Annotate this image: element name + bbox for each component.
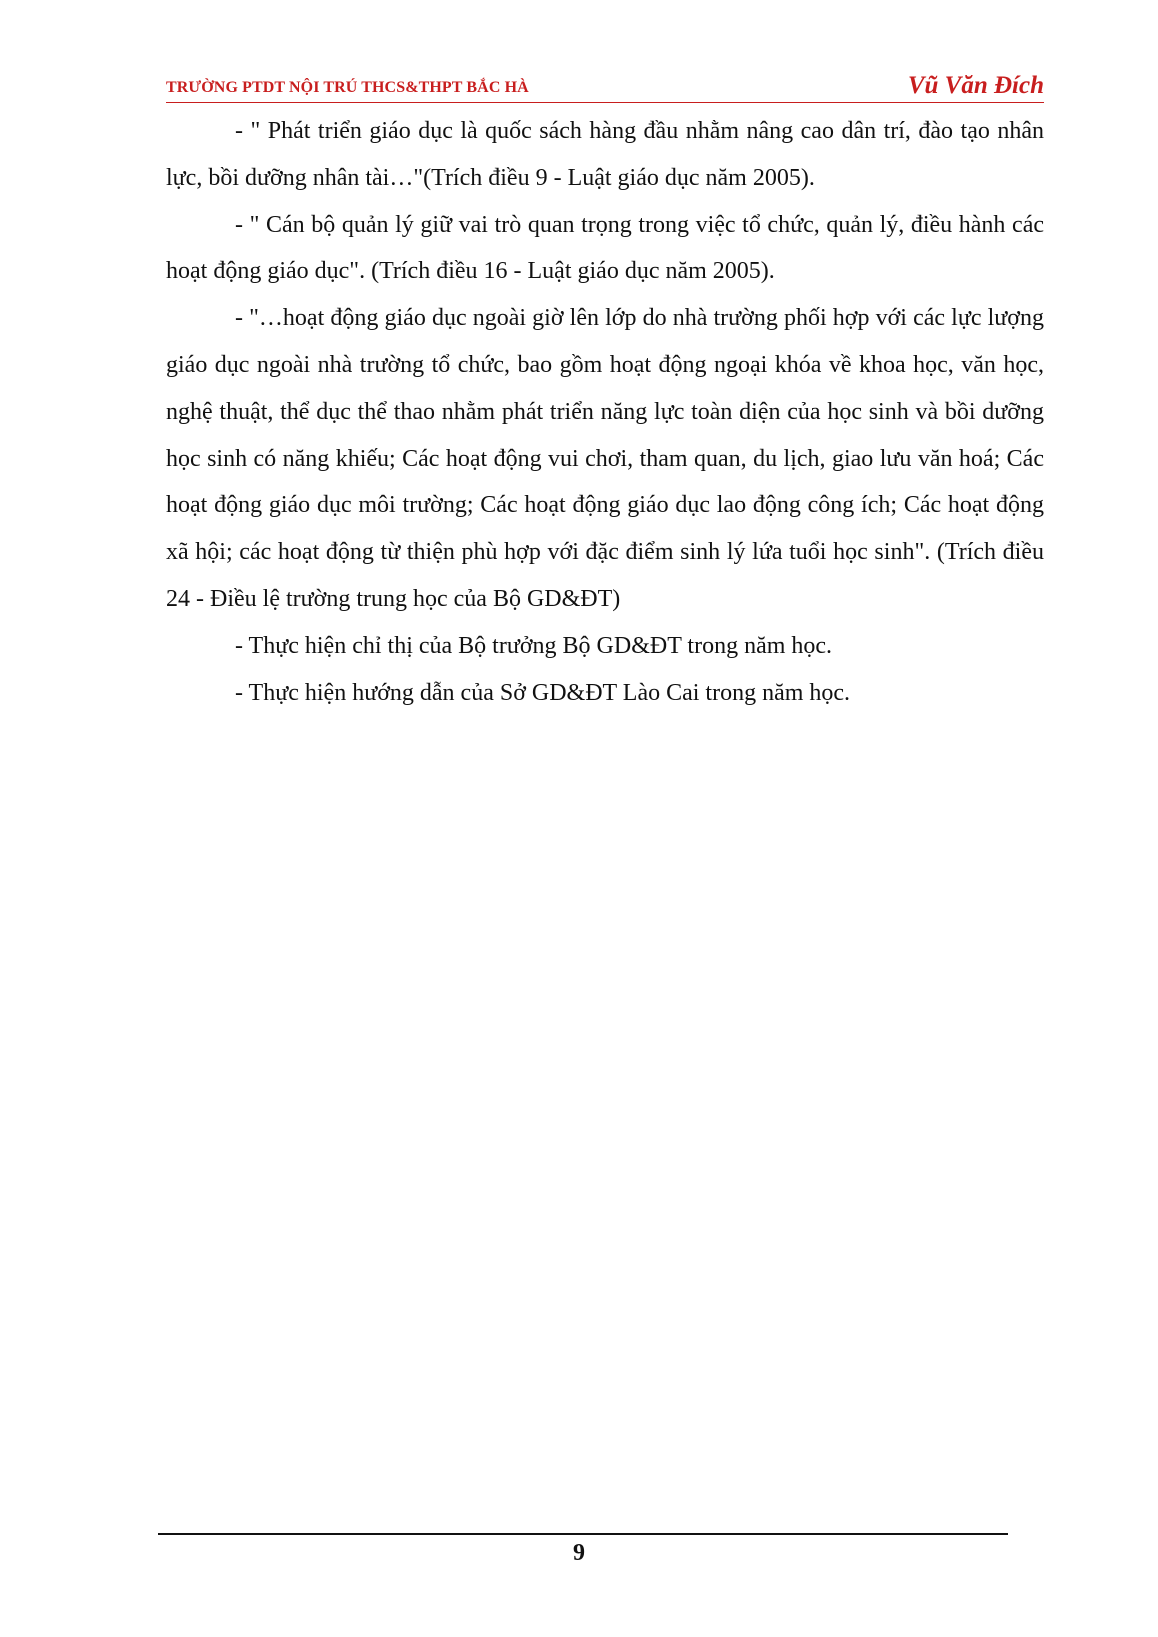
- paragraph-ministry-directive: - Thực hiện chỉ thị của Bộ trưởng Bộ GD&ĐT trong năm học.: [235, 632, 833, 659]
- school-name: TRƯỜNG PTDT NỘI TRÚ THCS&THPT BẮC HÀ: [166, 79, 529, 96]
- paragraph-management-role: - " Cán bộ quản lý giữ vai trò quan trọng trong việc tổ chức, quản lý, điều hành các hoạt động giáo dục". (Trích điều 16 - Luật giáo dục năm 2005).: [166, 211, 1044, 285]
- page-number: 9: [573, 1540, 585, 1566]
- paragraph-extracurricular: - "…hoạt động giáo dục ngoài giờ lên lớp do nhà trường phối hợp với các lực lượng giáo dục ngoài nhà trường tổ chức, bao gồm hoạt động ngoại khóa về khoa học, văn học, nghệ thuật, thể dục thể thao nhằm phát triển năng lực toàn diện của học sinh và bồi dưỡng học sinh có năng khiếu; Các hoạt động vui chơi, tham quan, du lịch, giao lưu văn hoá; Các hoạt động giáo dục môi trường; Các hoạt động giáo dục lao động công ích; Các hoạt động xã hội; các hoạt động từ thiện phù hợp với đặc điểm sinh lý lứa tuổi học sinh". (Trích điều 24 - Điều lệ trường trung học của Bộ GD&ĐT): [166, 305, 1044, 612]
- page-header: [166, 68, 1044, 103]
- document-body: [166, 108, 1044, 716]
- author-name: Vũ Văn Đích: [907, 72, 1044, 99]
- paragraph-education-policy: - " Phát triển giáo dục là quốc sách hàng đầu nhằm nâng cao dân trí, đào tạo nhân lực, bồi dưỡng nhân tài…"(Trích điều 9 - Luật giáo dục năm 2005).: [166, 118, 1044, 191]
- paragraph-department-guidance: - Thực hiện hướng dẫn của Sở GD&ĐT Lào Cai trong năm học.: [235, 679, 851, 706]
- footer-divider: [158, 1533, 1008, 1535]
